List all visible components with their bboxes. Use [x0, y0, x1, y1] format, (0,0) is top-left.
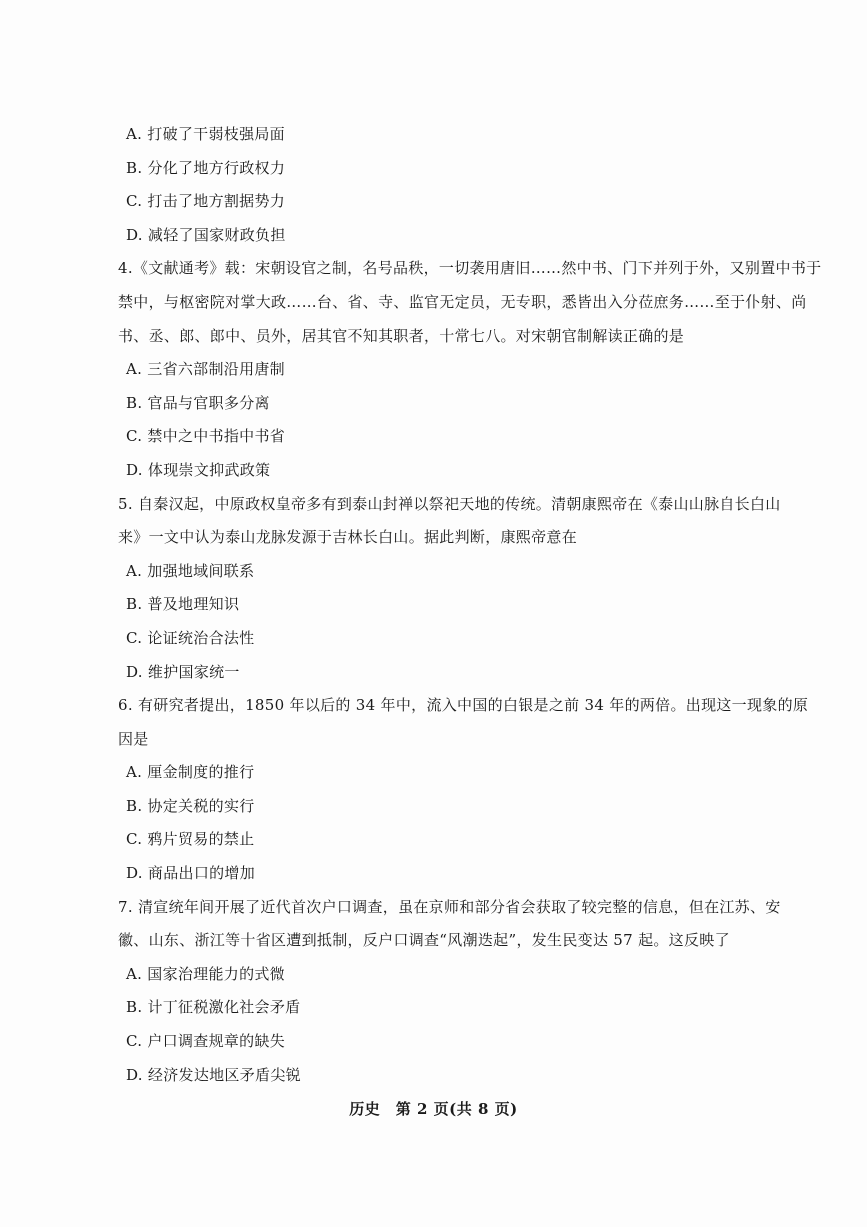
- q7-option-c: C. 户口调查规章的缺失: [126, 1032, 286, 1051]
- q7-option-d: D. 经济发达地区矛盾尖锐: [126, 1065, 301, 1084]
- q4-option-d: D. 体现崇文抑武政策: [126, 460, 271, 479]
- q7-option-b: B. 计丁征税激化社会矛盾: [126, 998, 301, 1017]
- q4-option-c: C. 禁中之中书指中书省: [126, 427, 286, 446]
- q4-option-a: A. 三省六部制沿用唐制: [126, 360, 285, 379]
- q3-option-b: B. 分化了地方行政权力: [126, 158, 286, 177]
- q6-option-d: D. 商品出口的增加: [126, 864, 256, 883]
- q6-stem-line-2: 因是: [118, 729, 149, 748]
- q5-option-b: B. 普及地理知识: [126, 595, 240, 614]
- question-7: [118, 891, 781, 1093]
- q4-stem-line-2: 禁中，与枢密院对掌大政……台、省、寺、监官无定员，无专职，悉皆出入分莅庶务……至于仆射、尚: [118, 292, 807, 311]
- q6-option-c: C. 鸦片贸易的禁止: [126, 830, 255, 849]
- page-footer: 历史 第 2 页(共 8 页): [349, 1100, 518, 1118]
- q7-stem-line-1: 7. 清宣统年间开展了近代首次户口调查，虽在京师和部分省会获取了较完整的信息，但在江苏、安: [118, 897, 781, 916]
- q5-option-c: C. 论证统治合法性: [126, 628, 255, 647]
- q5-option-d: D. 维护国家统一: [126, 662, 240, 681]
- q3-option-d: D. 减轻了国家财政负担: [126, 225, 286, 244]
- q4-stem-line-1: 4.《文献通考》载：宋朝设官之制，名号品秩，一切袭用唐旧……然中书、门下并列于外，又别置中书于: [118, 259, 822, 278]
- q3-option-a: A. 打破了干弱枝强局面: [126, 125, 285, 143]
- question-4: [118, 252, 822, 487]
- question-content: [118, 118, 822, 1092]
- question-5: [118, 488, 781, 690]
- question-6: [118, 689, 809, 891]
- q6-stem-line-1: 6. 有研究者提出，1850 年以后的 34 年中，流入中国的白银是之前 34 年的两倍。出现这一现象的原: [118, 696, 809, 715]
- q7-stem-line-2: 徽、山东、浙江等十省区遭到抵制，反户口调查“风潮迭起”，发生民变达 57 起。这反映了: [118, 931, 730, 950]
- q4-stem-line-3: 书、丞、郎、郎中、员外，居其官不知其职者，十常七八。对宋朝官制解读正确的是: [118, 326, 685, 345]
- q7-option-a: A. 国家治理能力的式微: [126, 964, 285, 983]
- q6-option-a: A. 厘金制度的推行: [126, 763, 255, 782]
- q3-option-c: C. 打击了地方割据势力: [126, 192, 286, 211]
- q5-stem-line-2: 来》一文中认为泰山龙脉发源于吉林长白山。据此判断，康熙帝意在: [118, 528, 578, 547]
- q6-option-b: B. 协定关税的实行: [126, 796, 255, 815]
- q5-option-a: A. 加强地域间联系: [126, 561, 255, 580]
- question-3-options: [118, 118, 778, 252]
- q4-option-b: B. 官品与官职多分离: [126, 393, 270, 412]
- q5-stem-line-1: 5. 自秦汉起，中原政权皇帝多有到泰山封禅以祭祀天地的传统。清朝康熙帝在《泰山山脉自长白山: [118, 494, 781, 513]
